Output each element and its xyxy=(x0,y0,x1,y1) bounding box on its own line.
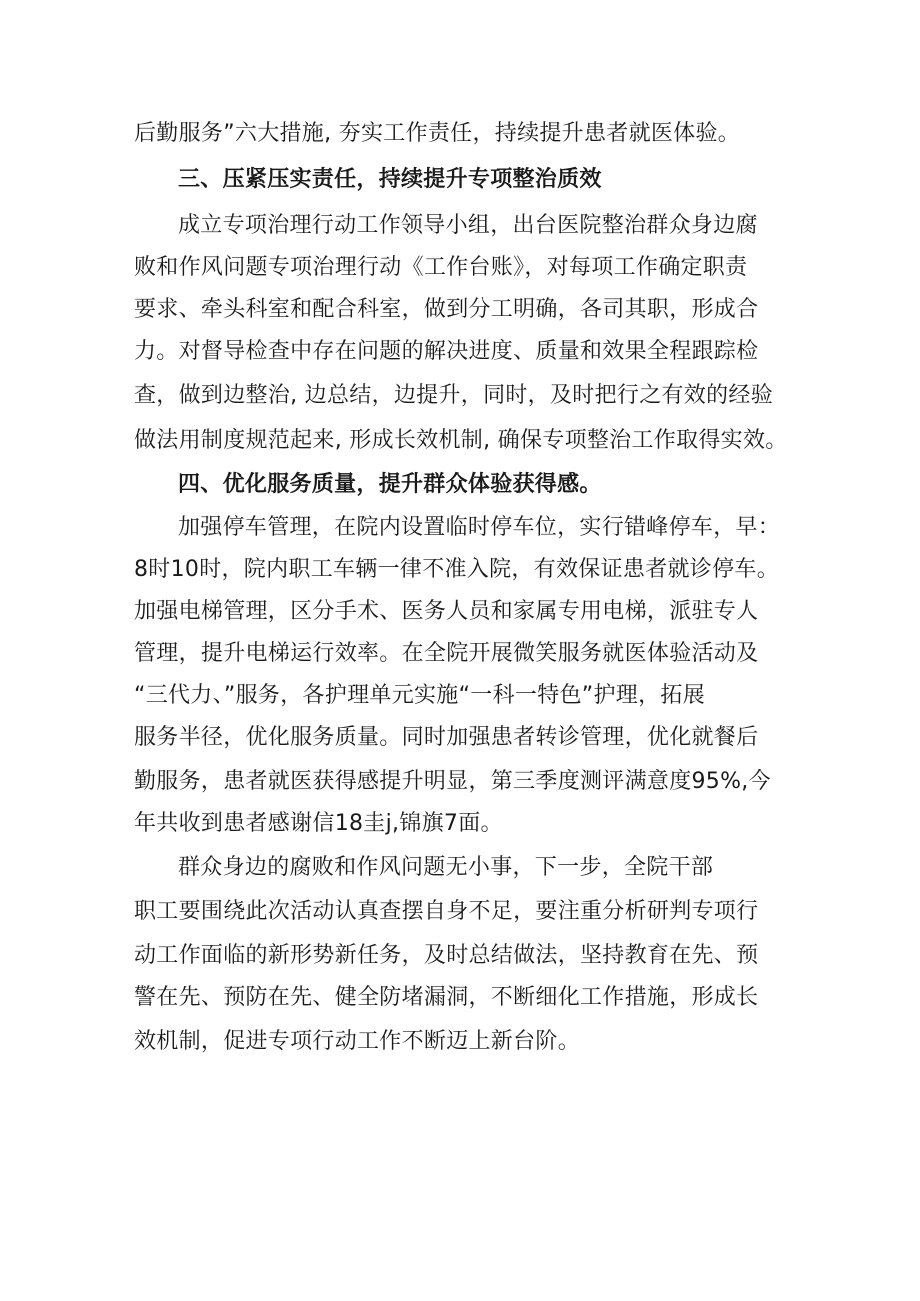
body-text-line: 加强电梯管理，区分手术、医务人员和家属专用电梯，派驻专人 xyxy=(134,599,759,624)
body-text-line: 勤服务，患者就医获得感提升明显，第三季度测评满意度95%,今 xyxy=(134,769,771,794)
body-text-line: 8时10时，院内职工车辆一律不准入院，有效保证患者就诊停车。 xyxy=(134,557,779,582)
body-text-line: 职工要围绕此次活动认真查摆自身不足，要注重分析研判专项行 xyxy=(134,899,759,924)
body-text-line: 力。对督导检查中存在问题的解决进度、质量和效果全程跟踪检 xyxy=(134,339,759,364)
body-text-line: 效机制，促进专项行动工作不断迈上新台阶。 xyxy=(134,1029,581,1054)
body-text-line: 管理，提升电梯运行效率。在全院开展微笑服务就医体验活动及 xyxy=(134,641,759,666)
body-text-line: 成立专项治理行动工作领导小组，出台医院整治群众身边腐 xyxy=(178,213,758,238)
body-text-line: 服务半径，优化服务质量。同时加强患者转诊管理，优化就餐后 xyxy=(134,725,759,750)
body-text-line: 警在先、预防在先、健全防堵漏洞，不断细化工作措施，形成长 xyxy=(134,985,759,1010)
body-text-line: 要求、牵头科室和配合科室，做到分工明确，各司其职，形成合 xyxy=(134,297,759,322)
body-text-line: 查，做到边整治, 边总结，边提升，同时，及时把行之有效的经验 xyxy=(134,383,773,408)
body-text-line: 年共收到患者感谢信18圭j,锦旗7面。 xyxy=(134,811,503,836)
body-text-line: 动工作面临的新形势新任务，及时总结做法，坚持教育在先、预 xyxy=(134,943,759,968)
body-text-line: 加强停车管理，在院内设置临时停车位，实行错峰停车，早： xyxy=(178,515,781,540)
body-text-line: 群众身边的腐败和作风问题无小事，下一步，全院干部 xyxy=(178,855,714,880)
section-heading-4: 四、优化服务质量，提升群众体验获得感。 xyxy=(178,472,602,497)
body-text-line: 败和作风问题专项治理行动《工作台账》，对每项工作确定职责 xyxy=(134,255,748,280)
body-text-line: “三代力、”服务，各护理单元实施“一科一特色”护理，拓展 xyxy=(134,683,705,708)
body-text-line: 做法用制度规范起来, 形成长效机制, 确保专项整治工作取得实效。 xyxy=(134,428,788,453)
body-text-line: 后勤服务”六大措施, 夯实工作责任，持续提升患者就医体验。 xyxy=(134,121,741,146)
section-heading-3: 三、压紧压实责任，持续提升专项整治质效 xyxy=(178,167,602,192)
